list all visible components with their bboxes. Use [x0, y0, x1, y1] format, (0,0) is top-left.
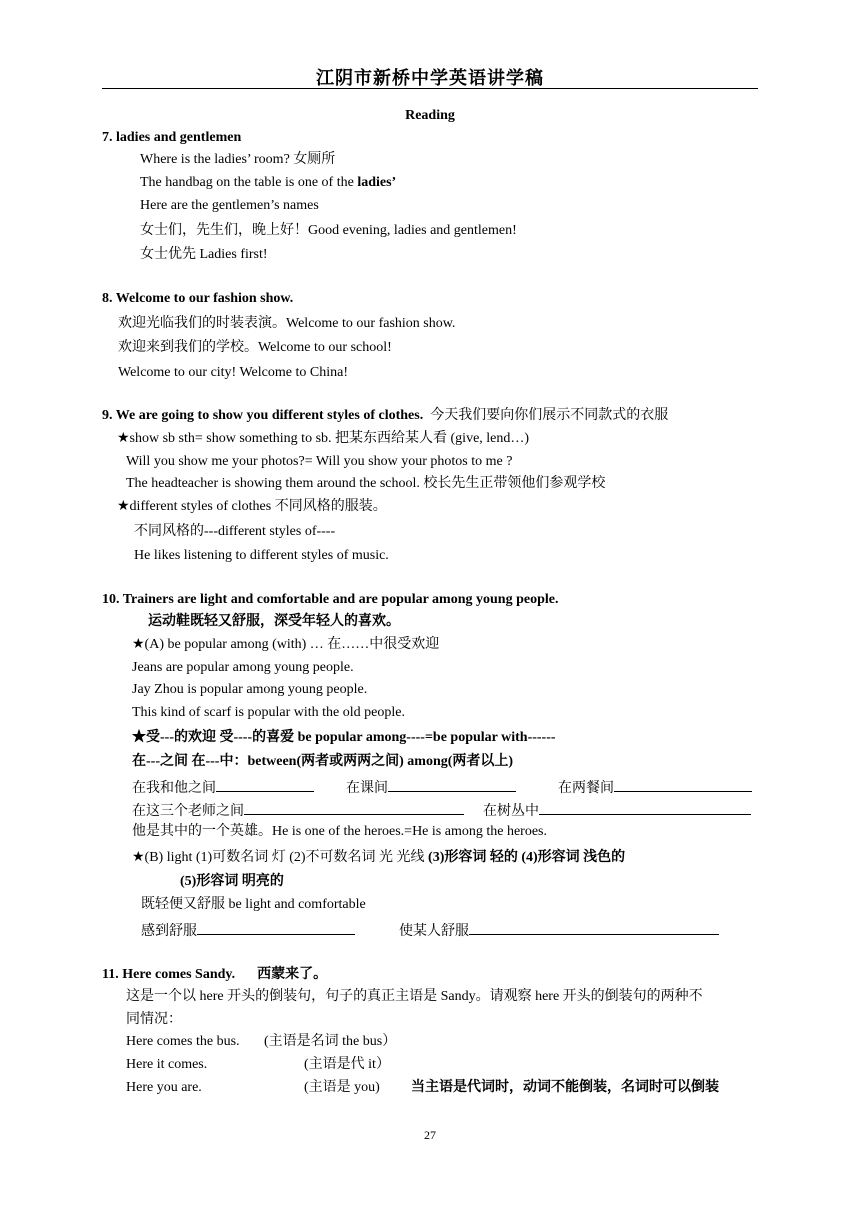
item10-line-13a	[141, 920, 355, 941]
item11-line-4a: Here it comes.	[126, 1057, 208, 1072]
item8-heading: 8. Welcome to our fashion show.	[102, 291, 294, 306]
light-meaning-bold: (3)形容词 轻的 (4)形容词 浅色的	[428, 850, 626, 865]
item10-line-11: (5)形容词 明亮的	[180, 874, 284, 889]
item11-heading-en: 11. Here comes Sandy.	[102, 967, 236, 982]
item10-line-12: 既轻便又舒服 be light and comfortable	[141, 897, 366, 912]
section-title: Reading	[405, 108, 455, 123]
item11-heading-cn: 西蒙来了。	[257, 967, 328, 982]
item7-line-4: 女士们，先生们，晚上好！Good evening, ladies and gentlemen!	[140, 223, 517, 238]
answer-blank[interactable]	[244, 800, 464, 815]
item7-line-2-bold: ladies’	[357, 175, 397, 190]
item11-line-3a: Here comes the bus.	[126, 1034, 240, 1049]
item10-line-2: Jeans are popular among young people.	[132, 660, 354, 675]
item9-heading	[102, 407, 668, 425]
item9-line-1: ★show sb sth= show something to sb. 把某东西给某人看 (give, lend…)	[117, 431, 530, 446]
item7-line-1: Where is the ladies’ room? 女厕所	[140, 152, 336, 167]
fill-label: 在课间	[346, 781, 388, 796]
item11-line-5c: 当主语是代词时，动词不能倒装，名词时可以倒装	[411, 1080, 719, 1095]
answer-blank[interactable]	[197, 920, 355, 935]
item11-line-4b: (主语是代 it）	[304, 1057, 390, 1072]
answer-blank[interactable]	[614, 777, 752, 792]
item9-line-5: 不同风格的---different styles of----	[134, 524, 336, 539]
item10-line-13b	[399, 920, 719, 941]
item8-line-3: Welcome to our city! Welcome to China!	[118, 365, 348, 380]
answer-blank[interactable]	[388, 777, 516, 792]
item9-line-4: ★different styles of clothes 不同风格的服装。	[117, 499, 387, 514]
item7-line-2	[140, 174, 396, 192]
item10-line-10	[132, 849, 625, 867]
item10-heading-cn: 运动鞋既轻又舒服，深受年轻人的喜欢。	[148, 614, 400, 629]
item10-line-7c	[558, 777, 752, 798]
item7-line-2-text: The handbag on the table is one of the	[140, 175, 358, 190]
item10-line-7b	[346, 777, 516, 798]
fill-label: 在树丛中	[483, 804, 539, 819]
item11-line-3b: (主语是名词 the bus）	[264, 1034, 397, 1049]
header-rule	[102, 88, 758, 89]
answer-blank[interactable]	[469, 920, 719, 935]
item9-line-3: The headteacher is showing them around the school. 校长先生正带领他们参观学校	[126, 476, 606, 491]
item10-line-3: Jay Zhou is popular among young people.	[132, 682, 368, 697]
item10-line-1: ★(A) be popular among (with) … 在……中很受欢迎	[132, 637, 440, 652]
fill-label: 在这三个老师之间	[132, 804, 244, 819]
item10-line-7a	[132, 777, 314, 798]
answer-blank[interactable]	[539, 800, 751, 815]
item7-heading: 7. ladies and gentlemen	[102, 130, 242, 145]
item8-line-2: 欢迎来到我们的学校。Welcome to our school!	[118, 340, 392, 355]
answer-blank[interactable]	[216, 777, 314, 792]
page-number: 27	[424, 1128, 436, 1142]
item10-heading: 10. Trainers are light and comfortable and are popular among young people.	[102, 592, 559, 607]
item10-line-8b	[483, 800, 751, 821]
item10-line-9: 他是其中的一个英雄。He is one of the heroes.=He is among the heroes.	[132, 824, 547, 839]
fill-label: 在两餐间	[558, 781, 614, 796]
item10-line-8a	[132, 800, 464, 821]
item11-line-5b: (主语是 you)	[304, 1080, 380, 1095]
light-meaning-text: ★(B) light (1)可数名词 灯 (2)不可数名词 光 光线	[132, 850, 429, 865]
item10-line-6: 在---之间 在---中：between(两者或两两之间) among(两者以上)	[132, 754, 514, 769]
item7-line-3: Here are the gentlemen’s names	[140, 198, 319, 213]
item10-line-4: This kind of scarf is popular with the old people.	[132, 705, 405, 720]
item11-heading	[102, 966, 327, 984]
page-header-title: 江阴市新桥中学英语讲学稿	[316, 68, 544, 89]
item10-line-5: ★受---的欢迎 受----的喜爱 be popular among----=be popular with------	[132, 730, 556, 745]
item9-heading-en: 9. We are going to show you different styles of clothes.	[102, 408, 424, 423]
item11-line-5a: Here you are.	[126, 1080, 202, 1095]
item9-heading-cn: 今天我们要向你们展示不同款式的衣服	[430, 408, 669, 423]
item9-line-6: He likes listening to different styles of music.	[134, 548, 389, 563]
fill-label: 使某人舒服	[399, 924, 469, 939]
fill-label: 感到舒服	[141, 924, 197, 939]
item7-line-5: 女士优先 Ladies first!	[140, 247, 268, 262]
item11-line-1: 这是一个以 here 开头的倒装句，句子的真正主语是 Sandy。请观察 here 开头的倒装句的两种不	[126, 989, 703, 1004]
item9-line-2: Will you show me your photos?= Will you show your photos to me ?	[126, 454, 513, 469]
item8-line-1: 欢迎光临我们的时装表演。Welcome to our fashion show.	[118, 316, 456, 331]
item11-line-2: 同情况：	[126, 1012, 182, 1027]
fill-label: 在我和他之间	[132, 781, 216, 796]
